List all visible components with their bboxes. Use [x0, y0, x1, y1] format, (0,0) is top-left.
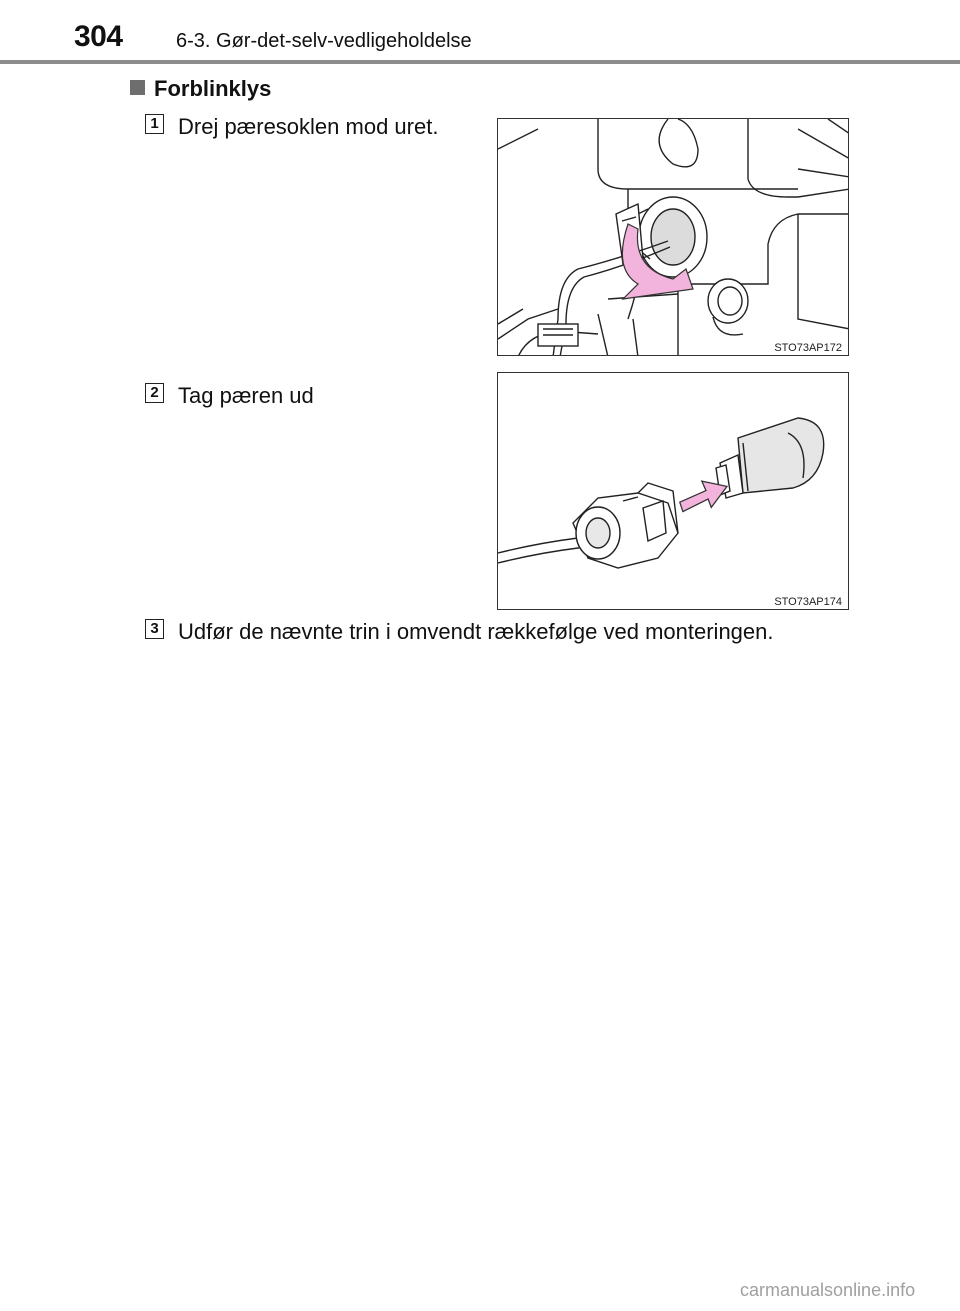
section-heading — [130, 76, 271, 102]
step-3-badge: 3 — [145, 619, 164, 639]
square-bullet-icon — [130, 80, 145, 95]
bulb-removal-illustration — [498, 373, 849, 610]
bulb-socket-twist-illustration — [498, 119, 849, 356]
step-3-text: Udfør de nævnte trin i omvendt rækkefølge ved monteringen. — [178, 619, 774, 644]
page-number: 304 — [74, 20, 123, 53]
figure-1 — [497, 118, 849, 356]
chapter-title: 6-3. Gør-det-selv-vedligeholdelse — [176, 30, 472, 52]
step-2-badge: 2 — [145, 383, 164, 403]
figure-2 — [497, 372, 849, 610]
header-rule — [0, 60, 960, 64]
step-2-text: Tag pæren ud — [178, 383, 314, 408]
step-1-badge: 1 — [145, 114, 164, 134]
figure-2-code: STO73AP174 — [774, 596, 842, 608]
pull-arrow-icon — [680, 481, 727, 511]
watermark: carmanualsonline.info — [740, 1280, 916, 1300]
step-1-text: Drej pæresoklen mod uret. — [178, 114, 439, 139]
section-heading-text: Forblinklys — [154, 76, 272, 101]
figure-1-code: STO73AP172 — [774, 342, 842, 354]
